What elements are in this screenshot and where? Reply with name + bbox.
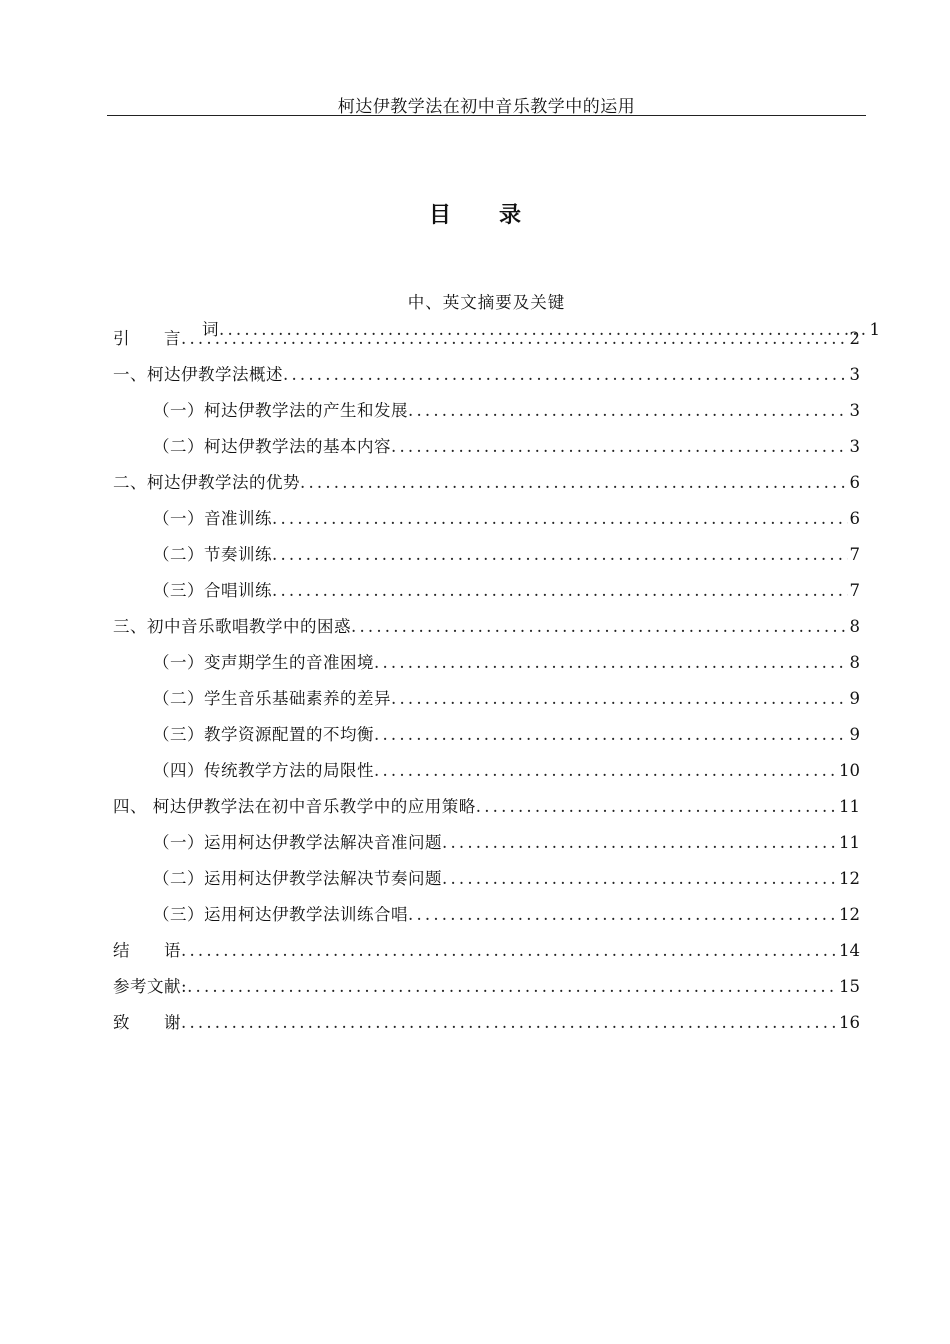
toc-entry[interactable]: [113, 616, 860, 638]
toc-entry-label: 结 语: [113, 941, 181, 960]
toc-entry-page: 8: [849, 653, 860, 672]
toc-leader-dots: [300, 472, 848, 494]
toc-entry-page: 11: [839, 797, 860, 816]
toc-entry-page: 16: [839, 1013, 860, 1032]
toc-entry-page: 12: [839, 905, 860, 924]
toc-entry[interactable]: [153, 868, 860, 890]
toc-leader-dots: [351, 616, 848, 638]
toc-entry-page: 10: [839, 761, 860, 780]
toc-entry-label: （一）运用柯达伊教学法解决音准问题: [153, 833, 442, 852]
toc-entry[interactable]: [153, 580, 860, 602]
toc-entry-page: 11: [839, 833, 860, 852]
toc-entry[interactable]: [153, 400, 860, 422]
toc-entry-label: 三、初中音乐歌唱教学中的困惑: [113, 617, 351, 636]
toc-entry-label: （一）变声期学生的音准困境: [153, 653, 374, 672]
toc-entry[interactable]: [153, 508, 860, 530]
toc-entry[interactable]: [153, 904, 860, 926]
toc-entry-label: （四）传统教学方法的局限性: [153, 761, 374, 780]
toc-entry[interactable]: [153, 688, 860, 710]
toc-leader-dots: [374, 724, 848, 746]
toc-entry-label: 参考文献:: [113, 977, 188, 996]
toc-entry-page: 7: [849, 545, 860, 564]
toc-entry-page: 15: [839, 977, 860, 996]
toc-leader-dots: [391, 688, 848, 710]
toc-leader-dots: [442, 868, 837, 890]
toc-entry-page: 9: [849, 689, 860, 708]
toc-entry-page: 8: [849, 617, 860, 636]
toc-entry[interactable]: [153, 832, 860, 854]
toc-entry-label: （一）柯达伊教学法的产生和发展: [153, 401, 408, 420]
toc-leader-dots: [272, 544, 848, 566]
toc-title-char-1: 目: [428, 202, 451, 228]
toc-leader-dots: [272, 508, 848, 530]
toc-entry-label: （三）运用柯达伊教学法训练合唱: [153, 905, 408, 924]
toc-entry[interactable]: [153, 652, 860, 674]
toc-entry[interactable]: [113, 472, 860, 494]
toc-title: [0, 198, 950, 229]
header-rule: [107, 115, 866, 116]
toc-leader-dots: [391, 436, 848, 458]
toc-entry[interactable]: [113, 976, 860, 998]
toc-entry-label: 引 言: [113, 329, 181, 348]
toc-entry[interactable]: [153, 544, 860, 566]
toc-entry-label: （三）合唱训练: [153, 581, 272, 600]
toc-entry-label: （三）教学资源配置的不均衡: [153, 725, 374, 744]
toc-entry-page: 14: [839, 941, 860, 960]
toc-entry-label: 致 谢: [113, 1013, 181, 1032]
toc-entry-page: 6: [849, 473, 860, 492]
toc-leader-dots: [442, 832, 837, 854]
toc-entry[interactable]: [113, 328, 860, 350]
toc-entry-abstract-label-line2: 词: [202, 320, 219, 339]
toc-entry-label: 一、柯达伊教学法概述: [113, 365, 283, 384]
toc-leader-dots: [181, 1012, 837, 1034]
toc-entry-page: 7: [849, 581, 860, 600]
toc-leader-dots: [374, 760, 837, 782]
toc-leader-dots: [476, 796, 837, 818]
toc-leader-dots: [408, 904, 837, 926]
toc-entry[interactable]: [153, 724, 860, 746]
toc-entry[interactable]: [113, 796, 860, 818]
toc-entry-page: 3: [849, 365, 860, 384]
toc-entry-label: 二、柯达伊教学法的优势: [113, 473, 300, 492]
toc-entry-page: 9: [849, 725, 860, 744]
toc-entry-page: 12: [839, 869, 860, 888]
toc-leader-dots: [374, 652, 848, 674]
toc-leader-dots: [408, 400, 848, 422]
toc-entry-page: 3: [849, 401, 860, 420]
toc-entry-page: 2: [849, 329, 860, 348]
toc-entry-abstract-page: 1: [869, 320, 880, 339]
toc-entry-page: 6: [849, 509, 860, 528]
running-header: 柯达伊教学法在初中音乐教学中的运用: [337, 97, 636, 117]
toc-entry-label: （二）节奏训练: [153, 545, 272, 564]
toc-leader-dots: [187, 976, 837, 998]
toc-entry-label: （二）柯达伊教学法的基本内容: [153, 437, 391, 456]
toc-leader-dots: [181, 940, 837, 962]
toc-entry-label: （二）运用柯达伊教学法解决节奏问题: [153, 869, 442, 888]
toc-title-char-2: 录: [499, 202, 522, 228]
toc-entry[interactable]: [153, 760, 860, 782]
toc-entry[interactable]: [153, 436, 860, 458]
toc-leader-dots: [181, 328, 848, 350]
toc-entry[interactable]: [113, 1012, 860, 1034]
toc-entry-label: （二）学生音乐基础素养的差异: [153, 689, 391, 708]
toc-leader-dots: [272, 580, 848, 602]
toc-entry-label: 四、 柯达伊教学法在初中音乐教学中的应用策略: [113, 797, 476, 816]
toc-entry-page: 3: [849, 437, 860, 456]
toc-leader-dots: [283, 364, 848, 386]
toc-entry-abstract-label-line1: 中、英文摘要及关键: [407, 293, 566, 312]
toc-entry-label: （一）音准训练: [153, 509, 272, 528]
toc-entry[interactable]: [113, 940, 860, 962]
toc-entry[interactable]: [113, 364, 860, 386]
